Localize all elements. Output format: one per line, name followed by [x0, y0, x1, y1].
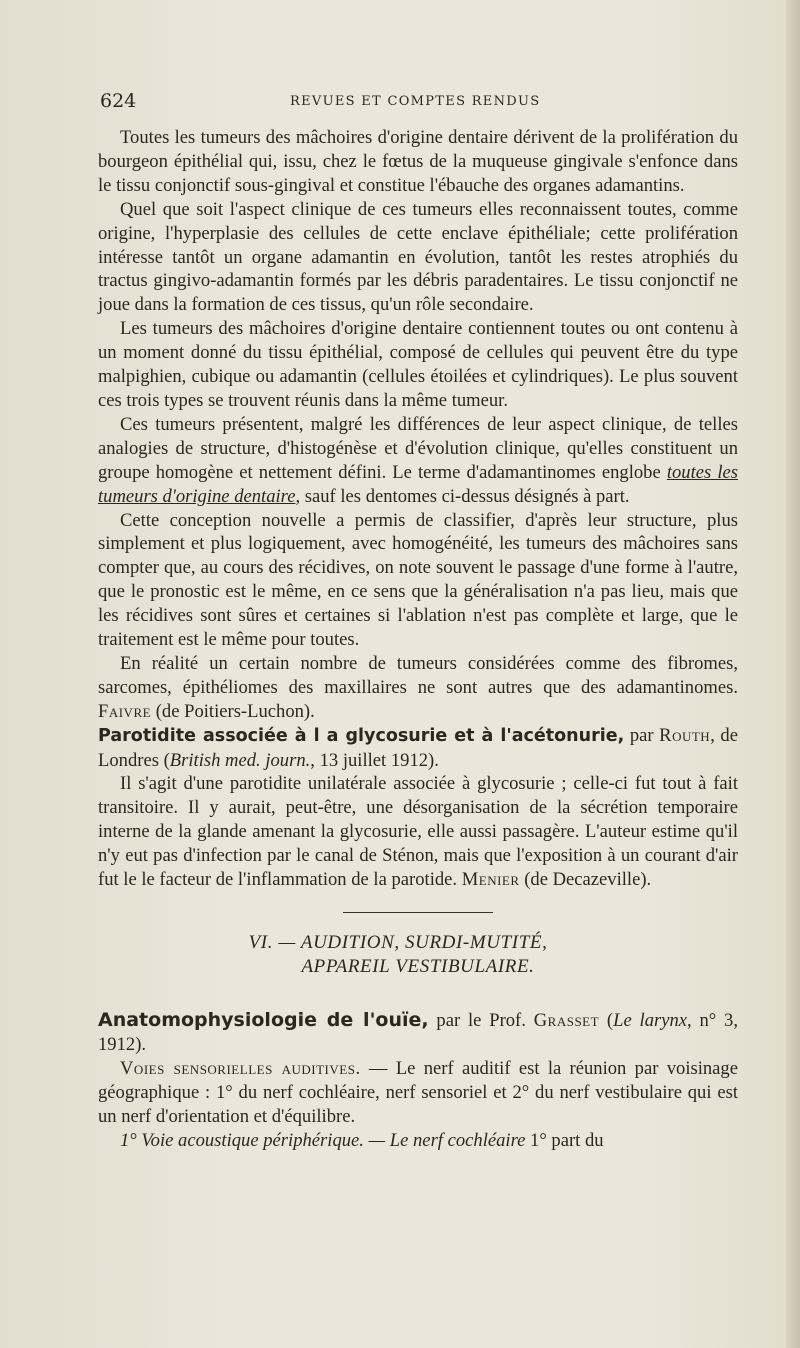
author-name: Faivre [98, 700, 152, 722]
author-name: Routh [659, 724, 711, 746]
text-run: par [629, 724, 654, 746]
paragraph: Les tumeurs des mâchoires d'origine dentaire contiennent toutes ou ont contenu à un moment donné du tissu épithélial, composé de cellules qui peuvent être du type malpighien, cubique ou adamantin (cellules étoilées et cylindriques). Le plus souvent ces trois types se trouvent réunis dans la même tumeur. [98, 318, 738, 411]
article-heading [98, 724, 738, 773]
text-run: , n° 3, 1912). [98, 1010, 739, 1055]
text-run: par le Prof. [436, 1010, 526, 1031]
author-name: Menier [461, 869, 520, 891]
page-edge-shadow [786, 0, 800, 1348]
section-heading-line: VI. — AUDITION, SURDI-MUTITÉ, [248, 932, 548, 953]
emphasis: toutes les tumeurs d'origine dentaire [98, 461, 738, 507]
journal-name: British med. journ. [169, 749, 311, 771]
section-heading [98, 931, 738, 979]
text-run: — Le nerf auditif est la réunion par voisinage géographique : 1° du nerf cochléaire, nerf sensoriel et 2° du nerf vestibulaire qui est un nerf d'orientation et d'équilibre. [98, 1057, 738, 1127]
paragraph: Toutes les tumeurs des mâchoires d'origine dentaire dérivent de la prolifération du bourgeon épithélial qui, issu, chez le fœtus de la muqueuse gingivale s'enfonce dans le tissu conjonctif sous-gingival et constitue l'ébauche des organes adamantins. [98, 127, 738, 196]
text-run: ( [606, 1010, 614, 1031]
text-run: , sauf les dentomes ci-dessus désignés à part. [295, 485, 630, 507]
article-title: Parotidite associée à l a glycosurie et à l'acétonurie, [98, 725, 625, 746]
article-heading [98, 1009, 738, 1057]
paragraph [98, 1057, 738, 1129]
text-run: , 13 juillet 1912). [310, 749, 439, 771]
running-head: REVUES ET COMPTES RENDUS [290, 94, 541, 109]
paragraph [98, 1129, 738, 1153]
page-number: 624 [100, 90, 137, 112]
page-header [100, 90, 740, 114]
text-run: 1° part du [525, 1129, 604, 1151]
body-text [98, 126, 738, 1152]
section-heading-line: APPAREIL VESTIBULAIRE. [301, 956, 535, 977]
paragraph [98, 772, 738, 892]
paragraph: Cette conception nouvelle a permis de classifier, d'après leur structure, plus simplement et plus logiquement, avec homogénéité, les tumeurs des mâchoires sans compter que, au cours des récidives, on note souvent le passage d'une forme à l'autre, que le pronostic est le même, en ce sens que la généralisation n'a pas lieu, mais que les récidives sont sûres et certaines si l'ablation n'est pas complète et large, que le traitement est le même pour toutes. [98, 509, 738, 651]
emphasis: 1° Voie acoustique périphérique. — Le nerf cochléaire [120, 1129, 526, 1151]
paragraph: Quel que soit l'aspect clinique de ces tumeurs elles reconnaissent toutes, comme origine, l'hyperplasie des cellules de cette enclave épithéliale; cette prolifération intéresse tantôt un organe adamantin en évolution, tantôt les restes atrophiés du tractus gingivo-adamantin formés par les débris paradentaires. Le tissu conjonctif ne joue dans la formation de ces tissus, qu'un rôle secondaire. [98, 198, 738, 316]
text-run: Il s'agit d'une parotidite unilatérale associée à glycosurie ; celle-ci fut tout à fait transitoire. Il y aurait, peut-être, une désorganisation de la sécrétion temporaire interne de la glande amenant la glycosurie, elle aussi passagère. L'auteur estime qu'il n'y eut pas d'infection par le canal de Sténon, mais que l'exposition à un courant d'air fut le le facteur de l'inflammation de la parotide. [98, 773, 738, 891]
text-run: Ces tumeurs présentent, malgré les différences de leur aspect clinique, de telles analogies de structure, d'histogénèse et d'évolution clinique, qu'elles constituent un groupe homogène et nettement défini. Le terme d'adamantinomes englobe [98, 413, 738, 483]
article-title: Anatomophysiologie de l'ouïe, [98, 1009, 429, 1031]
paragraph [98, 652, 738, 724]
section-divider [343, 912, 493, 913]
author-name: Grasset [533, 1010, 600, 1031]
text-run: En réalité un certain nombre de tumeurs considérées comme des fibromes, sarcomes, épithéliomes des maxillaires ne sont autres que des adamantinomes. [98, 652, 738, 698]
text-run: (de Decazeville). [524, 869, 652, 891]
text-run: , de Londres ( [98, 724, 738, 771]
subsection-label: Voies sensorielles auditives. [120, 1057, 361, 1079]
journal-name: Le larynx [613, 1010, 688, 1031]
paragraph [98, 413, 738, 509]
text-run: (de Poitiers-Luchon). [155, 700, 315, 722]
